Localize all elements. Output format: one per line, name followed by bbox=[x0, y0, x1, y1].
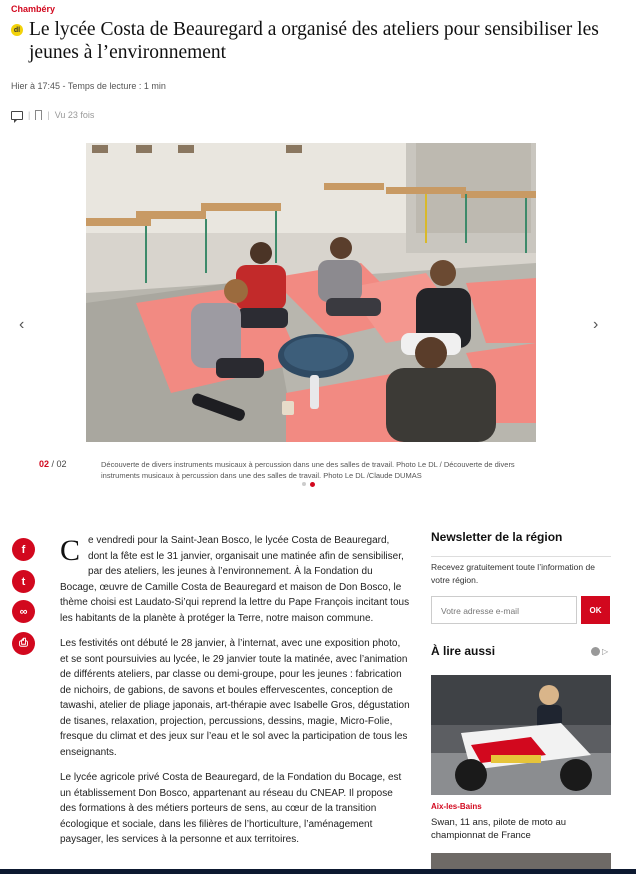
divider: | bbox=[47, 110, 50, 120]
link-share-icon[interactable]: ∞ bbox=[12, 600, 35, 623]
chevron-left-icon[interactable]: ‹ bbox=[19, 316, 25, 333]
bookmark-icon[interactable] bbox=[35, 110, 42, 120]
gallery-counter bbox=[39, 459, 67, 469]
motorcycle-photo bbox=[431, 675, 611, 795]
divider: | bbox=[28, 110, 31, 120]
view-count: Vu 23 fois bbox=[54, 110, 95, 120]
paragraph: Les festivités ont débuté le 28 janvier, à l’internat, avec une exposition photo, et se sont poursuivies au lycée, le 29 janvier toute la matinée, avec l’animation de différents ateliers, par classe ou demi-groupe, pour les jeunes : fabrication de nichoirs, de gabions, de savons et boules effervescentes, conception de tawashi, atelier de pliage japonais, art-thérapie avec Isabelle Gros, dégustation de tisanes, relaxation, projection, percussions, dessins, magie, Micro-Folie, fresque du climat et des jeux sur l’eau et le sol avec la participation de tous les enseignants. bbox=[60, 638, 410, 758]
gallery-dot[interactable] bbox=[302, 482, 306, 486]
dropcap: C bbox=[60, 534, 81, 567]
publish-meta: Hier à 17:45 - Temps de lecture : 1 min bbox=[11, 81, 166, 91]
paragraph-text: e vendredi pour la Saint-Jean Bosco, le lycée Costa de Beauregard, dont la fête est le 31 janvier, organisait une matinée afin de sensibiliser, par des ateliers, les jeunes à l’environnement. À la Fondation du Bocage, œuvre de Camille Costa de Beauregard et maison de Don Bosco, le thème choisi est Laudato-Si’qui reprend la lettre du Pape François incitant tous les habitants de la planète à protéger la Terre, notre maison commune. bbox=[60, 535, 410, 624]
gallery-dots bbox=[302, 482, 315, 487]
newsletter-ok-button[interactable]: OK bbox=[581, 596, 610, 624]
related-headline[interactable]: Swan, 11 ans, pilote de moto au championnat de France bbox=[431, 817, 567, 841]
newsletter-title bbox=[431, 530, 611, 544]
paragraph bbox=[60, 533, 410, 626]
twitter-share-icon[interactable]: t bbox=[12, 570, 35, 593]
newsletter-text: Recevez gratuitement toute l’information de votre région. bbox=[431, 562, 595, 585]
classroom-photo bbox=[86, 143, 536, 442]
ad-circle-icon bbox=[591, 647, 600, 656]
related-header bbox=[431, 644, 611, 658]
related-category[interactable]: Aix-les-Bains bbox=[431, 802, 482, 811]
dl-logo-icon: dl bbox=[11, 24, 23, 36]
comment-icon[interactable] bbox=[11, 111, 23, 120]
divider bbox=[431, 556, 611, 557]
ad-mark: ▷ bbox=[602, 647, 609, 656]
facebook-share-icon[interactable]: f bbox=[12, 538, 35, 561]
gallery-total: / 02 bbox=[51, 459, 67, 469]
gallery-current: 02 bbox=[39, 459, 50, 469]
paragraph: Le lycée agricole privé Costa de Beauregard, de la Fondation du Bocage, est un établissement Don Bosco, appartenant au réseau du CNEAP. Il propose des formations à des métiers porteurs de sens, au cœur de la transition écologique et sociale, dans les filières de l’horticulture, l’aménagement paysager, les services à la personne et aux territoires. bbox=[60, 772, 402, 845]
gallery-photo[interactable] bbox=[86, 143, 536, 442]
article-body bbox=[60, 533, 410, 858]
adchoices-icon[interactable] bbox=[591, 647, 608, 656]
article-header bbox=[11, 18, 611, 64]
print-icon[interactable]: ⎙ bbox=[12, 632, 35, 655]
article-title: Le lycée Costa de Beauregard a organisé des ateliers pour sensibiliser les jeunes à l’environnement bbox=[29, 19, 599, 63]
email-input[interactable]: Votre adresse e-mail bbox=[431, 596, 577, 624]
newsletter-heading: Newsletter de la région bbox=[431, 530, 563, 544]
chevron-right-icon[interactable]: › bbox=[593, 316, 599, 333]
related-title: À lire aussi bbox=[431, 644, 496, 658]
related-thumbnail[interactable] bbox=[431, 675, 611, 795]
gallery-dot-active[interactable] bbox=[310, 482, 315, 487]
related-thumbnail-2[interactable] bbox=[431, 853, 611, 869]
footer-bar bbox=[0, 869, 636, 874]
article-utilities bbox=[11, 110, 94, 120]
section-label[interactable]: Chambéry bbox=[11, 4, 56, 14]
photo-caption: Découverte de divers instruments musicaux à percussion dans une des salles de travail. Photo Le DL / Découverte de divers instruments musicaux à percussion dans une des salles de travail. Photo Le DL /Claude DUMAS bbox=[101, 460, 515, 480]
